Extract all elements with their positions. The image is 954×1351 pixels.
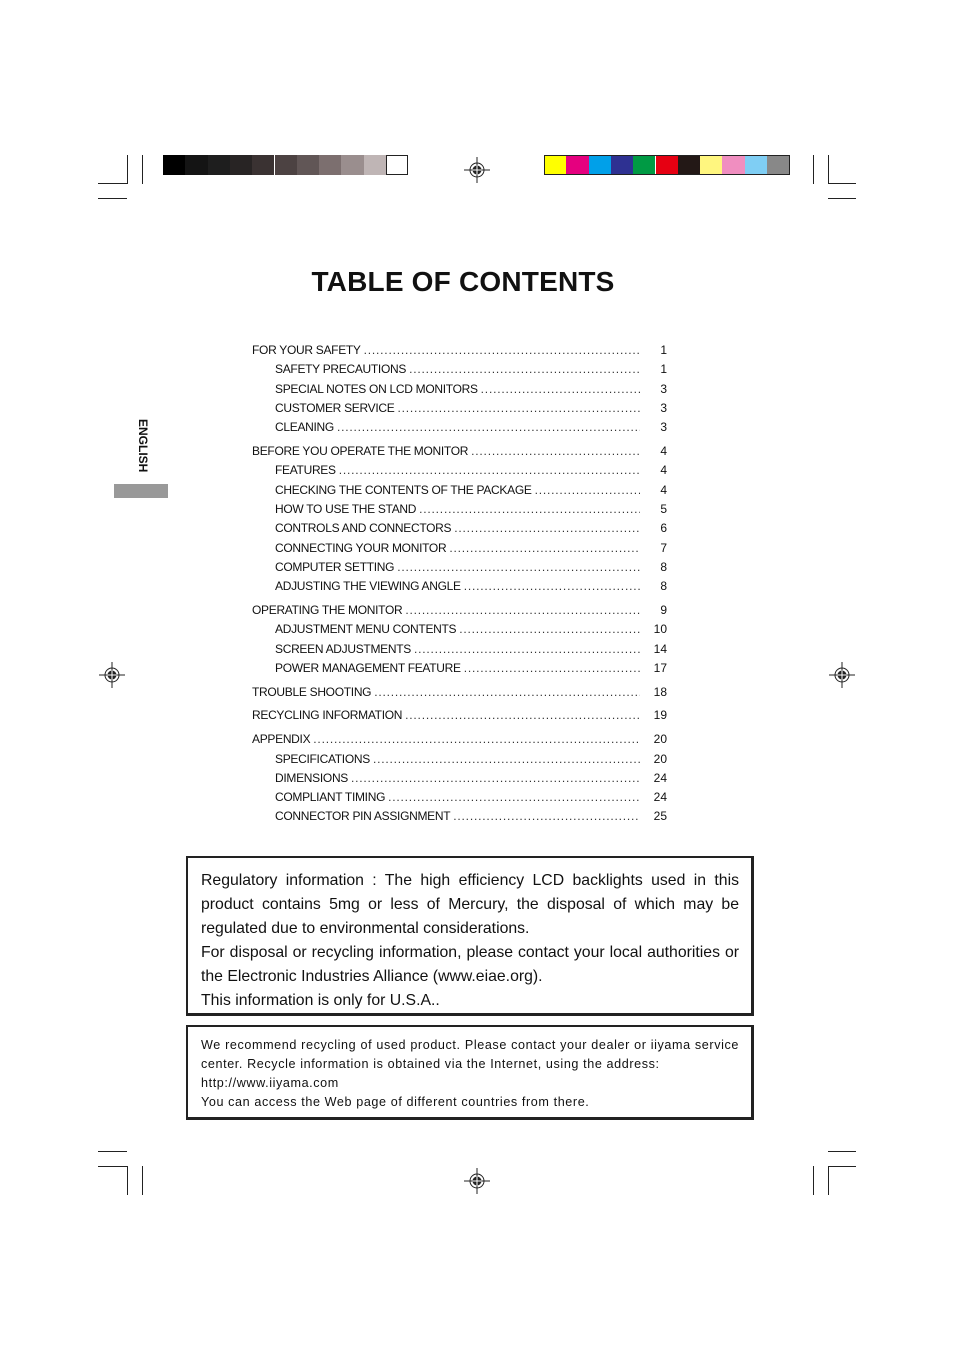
toc-subsection[interactable] <box>275 752 667 768</box>
toc-page-number: 1 <box>660 343 667 357</box>
toc-page-number: 4 <box>660 463 667 478</box>
toc-subsection[interactable] <box>275 790 667 806</box>
gray-swatch <box>208 155 230 175</box>
toc-page-number: 3 <box>660 400 667 415</box>
dot-leader <box>339 463 640 477</box>
page-title: TABLE OF CONTENTS <box>311 266 615 297</box>
dot-leader <box>364 343 640 357</box>
dot-leader <box>453 809 640 823</box>
registration-mark-icon <box>829 662 855 688</box>
toc-page-number: 10 <box>653 622 667 637</box>
toc-section[interactable] <box>252 444 667 460</box>
toc-subsection[interactable] <box>275 521 667 537</box>
toc-page-number: 20 <box>653 751 667 766</box>
toc-entry-label: BEFORE YOU OPERATE THE MONITOR <box>252 444 469 458</box>
disposal-info-text: For disposal or recycling information, please contact your local authorities or the Electronic Industries Alliance (www.eiae.org). <box>201 944 739 985</box>
gray-swatch <box>341 155 363 175</box>
gray-swatch <box>252 155 274 175</box>
toc-subsection[interactable] <box>275 642 667 658</box>
toc-page-number: 3 <box>660 381 667 396</box>
toc-subsection[interactable] <box>275 463 667 479</box>
toc-subsection[interactable] <box>275 541 667 557</box>
dot-leader <box>313 732 640 746</box>
toc-entry-label: CONNECTING YOUR MONITOR <box>275 540 447 555</box>
toc-subsection[interactable] <box>275 809 667 825</box>
gray-swatch <box>319 155 341 175</box>
toc-entry-label: POWER MANAGEMENT FEATURE <box>275 660 461 675</box>
dot-leader <box>337 420 640 434</box>
toc-subsection[interactable] <box>275 382 667 398</box>
toc-entry-label: COMPUTER SETTING <box>275 559 395 574</box>
dot-leader <box>397 560 640 574</box>
dot-leader <box>409 362 640 376</box>
registration-mark-icon <box>464 1168 490 1194</box>
gray-swatch <box>386 155 408 175</box>
toc-page-number: 7 <box>660 540 667 555</box>
dot-leader <box>481 382 640 396</box>
dot-leader <box>397 401 640 415</box>
toc-section[interactable] <box>252 708 667 724</box>
color-bar-frame <box>544 155 790 175</box>
dot-leader <box>414 642 640 656</box>
toc-section[interactable] <box>252 343 667 359</box>
gray-swatch <box>275 155 297 175</box>
recycling-info-box <box>186 1025 754 1120</box>
dot-leader <box>535 483 640 497</box>
gray-swatch <box>230 155 252 175</box>
dot-leader <box>464 579 640 593</box>
toc-entry-label: TROUBLE SHOOTING <box>252 684 372 699</box>
dot-leader <box>459 622 640 636</box>
gray-swatch <box>364 155 386 175</box>
toc-subsection[interactable] <box>275 771 667 787</box>
toc-entry-label: CLEANING <box>275 420 334 435</box>
toc-entry-label: APPENDIX <box>252 732 311 747</box>
toc-page-number: 6 <box>660 521 667 536</box>
toc-entry-label: SCREEN ADJUSTMENTS <box>275 641 411 656</box>
toc-page-number: 24 <box>653 770 667 785</box>
toc-page-number: 25 <box>653 809 667 824</box>
toc-entry-label: COMPLIANT TIMING <box>275 790 386 805</box>
toc-page-number: 8 <box>660 579 667 594</box>
toc-subsection[interactable] <box>275 420 667 436</box>
toc-subsection[interactable] <box>275 502 667 518</box>
toc-entry-label: DIMENSIONS <box>275 770 349 785</box>
recycling-text: We recommend recycling of used product. Please contact your dealer or iiyama service center. Recycle information is obtained via the Internet, using the address: <box>201 1038 739 1071</box>
dot-leader <box>388 790 640 804</box>
toc-subsection[interactable] <box>275 401 667 417</box>
toc-subsection[interactable] <box>275 362 667 378</box>
toc-entry-label: ADJUSTING THE VIEWING ANGLE <box>275 579 461 594</box>
toc-entry-label: CUSTOMER SERVICE <box>275 400 395 415</box>
language-tab-marker <box>114 484 168 498</box>
toc-page-number: 3 <box>660 420 667 435</box>
dot-leader <box>449 541 640 555</box>
dot-leader <box>351 771 640 785</box>
toc-subsection[interactable] <box>275 483 667 499</box>
toc-page-number: 19 <box>653 708 667 723</box>
dot-leader <box>454 521 640 535</box>
toc-section[interactable] <box>252 603 667 619</box>
toc-page-number: 1 <box>660 362 667 377</box>
toc-page-number: 4 <box>660 444 667 458</box>
toc-page-number: 9 <box>660 602 667 617</box>
toc-entry-label: HOW TO USE THE STAND <box>275 501 417 516</box>
recycling-url[interactable]: http://www.iiyama.com <box>201 1076 339 1090</box>
registration-mark-icon <box>99 662 125 688</box>
toc-entry-label: SAFETY PRECAUTIONS <box>275 362 407 377</box>
gray-swatch <box>185 155 207 175</box>
dot-leader <box>405 708 640 722</box>
toc-entry-label: ADJUSTMENT MENU CONTENTS <box>275 622 457 637</box>
toc-entry-label: CONTROLS AND CONNECTORS <box>275 521 452 536</box>
language-label: ENGLISH <box>136 419 150 473</box>
toc-page-number: 18 <box>653 684 667 699</box>
toc-page-number: 8 <box>660 559 667 574</box>
toc-entry-label: FOR YOUR SAFETY <box>252 343 361 357</box>
registration-mark-icon <box>464 157 490 183</box>
toc-page-number: 4 <box>660 482 667 497</box>
dot-leader <box>471 444 640 458</box>
toc-page-number: 5 <box>660 501 667 516</box>
dot-leader <box>464 661 640 675</box>
toc-subsection[interactable] <box>275 622 667 638</box>
recycling-note: You can access the Web page of different countries from there. <box>201 1095 590 1109</box>
dot-leader <box>373 752 640 766</box>
toc-page-number: 17 <box>653 660 667 675</box>
toc-page-number: 24 <box>653 790 667 805</box>
regulatory-info-box <box>186 856 754 1016</box>
toc-page-number: 14 <box>653 641 667 656</box>
gray-swatch <box>297 155 319 175</box>
toc-page-number: 20 <box>653 732 667 747</box>
toc-entry-label: OPERATING THE MONITOR <box>252 602 403 617</box>
toc-entry-label: SPECIAL NOTES ON LCD MONITORS <box>275 381 478 396</box>
gray-swatch <box>163 155 185 175</box>
toc-entry-label: CONNECTOR PIN ASSIGNMENT <box>275 809 451 824</box>
toc-entry-label: CHECKING THE CONTENTS OF THE PACKAGE <box>275 482 532 497</box>
dot-leader <box>374 685 640 699</box>
toc-subsection[interactable] <box>275 661 667 677</box>
regulatory-text: Regulatory information : The high efficiency LCD backlights used in this product contains 5mg or less of Mercury, the disposal of which may be regulated due to environmental considerations. <box>201 872 739 937</box>
dot-leader <box>405 603 640 617</box>
dot-leader <box>419 502 640 516</box>
toc-subsection[interactable] <box>275 560 667 576</box>
toc-subsection[interactable] <box>275 579 667 595</box>
toc-entry-label: FEATURES <box>275 463 336 478</box>
toc-entry-label: SPECIFICATIONS <box>275 751 370 766</box>
usa-only-note: This information is only for U.S.A.. <box>201 992 440 1009</box>
toc-section[interactable] <box>252 732 667 748</box>
toc-entry-label: RECYCLING INFORMATION <box>252 708 403 723</box>
toc-section[interactable] <box>252 685 667 701</box>
